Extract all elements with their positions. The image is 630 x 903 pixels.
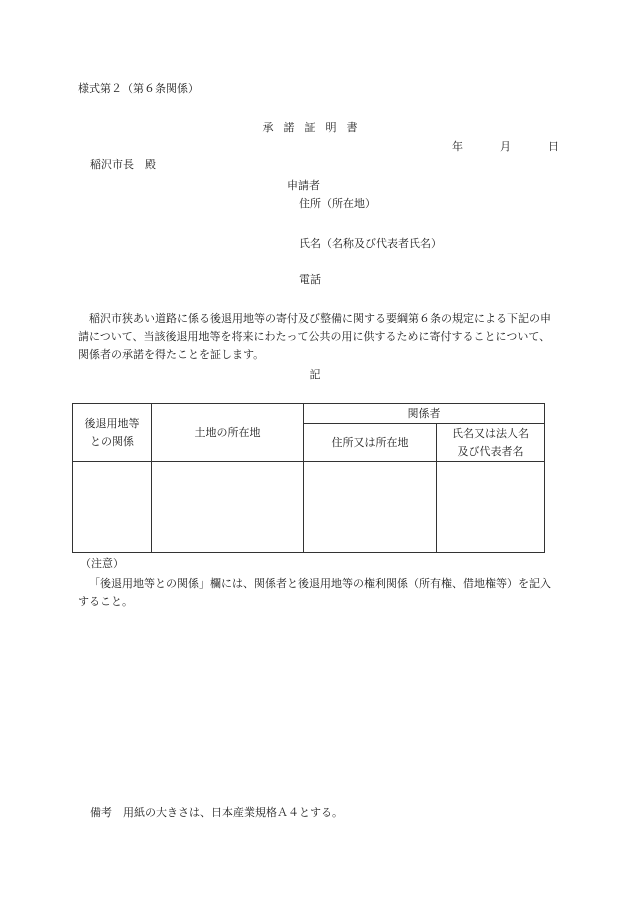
applicant-address-label: 住所（所在地） bbox=[299, 197, 376, 210]
cell-name[interactable] bbox=[437, 462, 545, 553]
header-name: 氏名又は法人名 及び代表者名 bbox=[437, 424, 545, 462]
cell-land-location[interactable] bbox=[152, 462, 304, 553]
certification-text: 稲沢市狭あい道路に係る後退用地等の寄付及び整備に関する要綱第６条の規定による下記の申請について、当該後退用地等を将来にわたって公共の用に供するために寄付することについて、関係者の承諾を得たことを証します。 bbox=[78, 312, 551, 362]
cell-relationship[interactable] bbox=[73, 462, 152, 553]
form-number: 様式第２（第６条関係） bbox=[78, 82, 199, 95]
applicant-name-label: 氏名（名称及び代表者氏名） bbox=[299, 237, 442, 250]
note-text: 「後退用地等との関係」欄には、関係者と後退用地等の権利関係（所有権、借地権等）を記入すること。 bbox=[78, 577, 551, 609]
header-land-location: 土地の所在地 bbox=[152, 404, 304, 462]
header-related-parties: 関係者 bbox=[304, 404, 545, 424]
recipient: 稲沢市長 殿 bbox=[90, 158, 156, 171]
applicant-phone-label: 電話 bbox=[299, 273, 321, 286]
header-relationship: 後退用地等 との関係 bbox=[73, 404, 152, 462]
date-month: 月 bbox=[500, 140, 511, 153]
date-day: 日 bbox=[548, 140, 559, 153]
ki-heading: 記 bbox=[309, 368, 321, 381]
document-title: 承諾証明書 bbox=[262, 121, 368, 134]
remark: 備考 用紙の大きさは、日本産業規格Ａ４とする。 bbox=[90, 806, 343, 819]
date-year: 年 bbox=[452, 140, 463, 153]
relationship-table bbox=[72, 403, 545, 553]
cell-address[interactable] bbox=[304, 462, 437, 553]
note-heading: （注意） bbox=[80, 557, 124, 570]
applicant-label: 申請者 bbox=[287, 179, 320, 192]
header-address: 住所又は所在地 bbox=[304, 424, 437, 462]
date-line bbox=[452, 140, 559, 154]
